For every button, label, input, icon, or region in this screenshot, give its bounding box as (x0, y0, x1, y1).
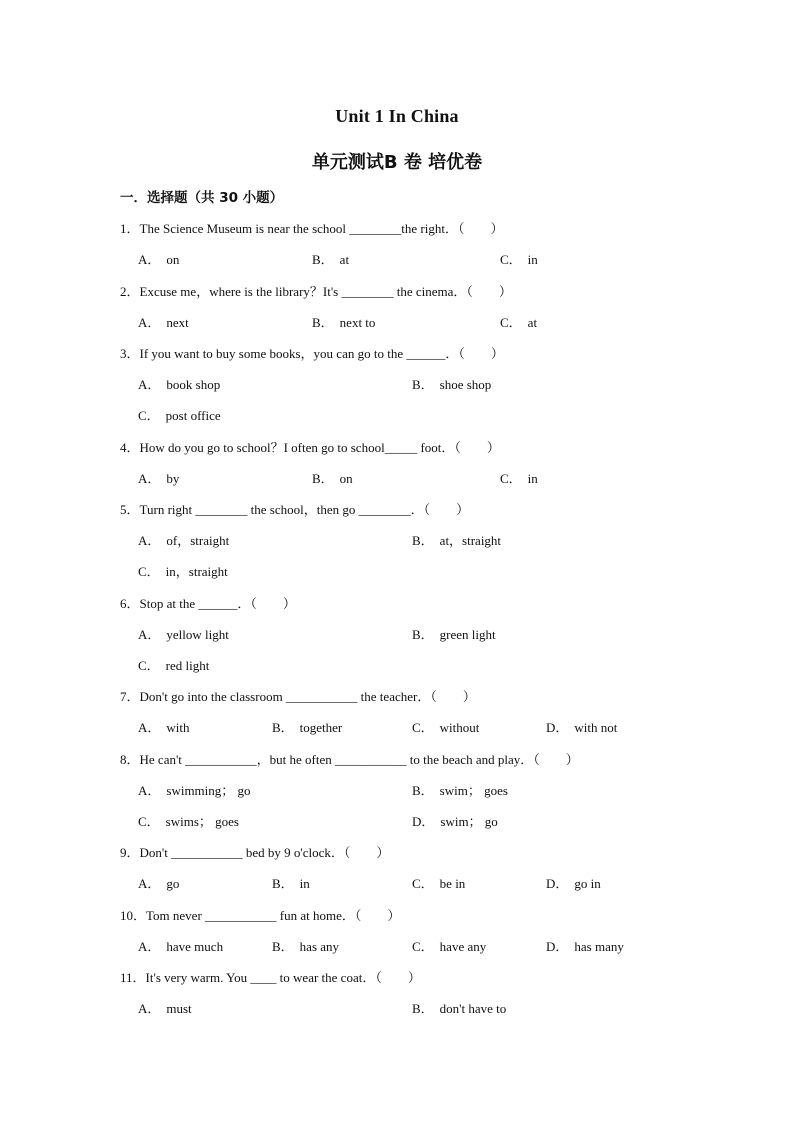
question-number: 1． (120, 221, 140, 236)
question-number: 3． (120, 346, 140, 361)
question-text: It's very warm. You ____ to wear the coat．（ ） (145, 970, 421, 985)
option-a[interactable] (138, 780, 251, 799)
option-letter: D． (546, 876, 569, 891)
question-text: Tom never ___________ fun at home．（ ） (146, 908, 401, 923)
option-c[interactable] (412, 717, 479, 736)
option-d[interactable] (412, 811, 498, 830)
option-text: with not (574, 720, 618, 735)
option-text: shoe shop (439, 377, 492, 392)
option-letter: B． (412, 377, 434, 392)
option-letter: C． (412, 720, 434, 735)
option-letter: A． (138, 471, 161, 486)
question-number: 7． (120, 689, 140, 704)
option-letter: C． (412, 939, 434, 954)
option-c[interactable] (500, 249, 538, 268)
option-c[interactable] (138, 655, 209, 674)
question-text: If you want to buy some books，you can go to the ______．（ ） (139, 346, 504, 361)
option-letter: C． (412, 876, 434, 891)
option-text: go in (574, 876, 601, 891)
question-4 (120, 437, 500, 456)
option-text: yellow light (166, 627, 229, 642)
question-1 (120, 218, 503, 237)
option-text: swim； go (440, 814, 498, 829)
option-text: red light (165, 658, 210, 673)
option-c[interactable] (500, 468, 538, 487)
option-letter: B． (412, 533, 434, 548)
option-letter: B． (312, 252, 334, 267)
option-text: swims； goes (165, 814, 239, 829)
option-letter: B． (412, 627, 434, 642)
option-text: in (527, 471, 538, 486)
option-text: with (166, 720, 190, 735)
option-letter: D． (412, 814, 435, 829)
question-number: 10． (120, 908, 147, 923)
question-number: 8． (120, 752, 140, 767)
option-text: swimming； go (166, 783, 251, 798)
option-b[interactable] (312, 468, 353, 487)
option-text: has any (299, 939, 340, 954)
option-text: go (166, 876, 180, 891)
option-b[interactable] (412, 624, 496, 643)
question-number: 6． (120, 596, 140, 611)
option-letter: C． (500, 471, 522, 486)
question-9 (120, 842, 389, 861)
option-text: of，straight (166, 533, 230, 548)
option-letter: A． (138, 783, 161, 798)
option-d[interactable] (546, 717, 617, 736)
question-text: He can't ___________，but he often ___________ to the beach and play．（ ） (139, 752, 579, 767)
question-text: Stop at the ______．（ ） (139, 596, 296, 611)
question-number: 9． (120, 845, 140, 860)
option-text: at，straight (439, 533, 502, 548)
question-2 (120, 281, 512, 300)
option-c[interactable] (412, 936, 486, 955)
option-letter: D． (546, 720, 569, 735)
question-6 (120, 593, 296, 612)
question-text: The Science Museum is near the school ________the right．（ ） (139, 221, 504, 236)
option-text: swim； goes (439, 783, 508, 798)
option-letter: A． (138, 533, 161, 548)
option-b[interactable] (272, 873, 310, 892)
option-letter: B． (312, 315, 334, 330)
page-subtitle: 单元测试B 卷 培优卷 (311, 152, 483, 173)
option-text: next (166, 315, 189, 330)
option-c[interactable] (138, 811, 239, 830)
option-c[interactable] (412, 873, 465, 892)
option-d[interactable] (546, 936, 624, 955)
option-text: green light (439, 627, 496, 642)
option-letter: A． (138, 939, 161, 954)
option-letter: B． (312, 471, 334, 486)
option-b[interactable] (412, 780, 508, 799)
option-letter: B． (412, 783, 434, 798)
option-text: in (527, 252, 538, 267)
question-10 (120, 905, 400, 924)
option-text: next to (339, 315, 376, 330)
page-title: Unit 1 In China (335, 106, 459, 126)
question-text: Turn right ________ the school，then go ________．（ ） (139, 502, 470, 517)
option-b[interactable] (412, 998, 506, 1017)
option-letter: D． (546, 939, 569, 954)
option-a[interactable] (138, 717, 190, 736)
option-a[interactable] (138, 312, 189, 331)
option-letter: C． (500, 315, 522, 330)
option-c[interactable] (500, 312, 537, 331)
question-text: Don't go into the classroom ___________ the teacher．（ ） (139, 689, 476, 704)
option-text: together (299, 720, 343, 735)
option-c[interactable] (138, 405, 221, 424)
option-text: by (166, 471, 180, 486)
option-letter: B． (272, 876, 294, 891)
option-a[interactable] (138, 873, 179, 892)
option-letter: B． (412, 1001, 434, 1016)
option-text: at (527, 315, 538, 330)
option-text: have any (439, 939, 487, 954)
option-text: on (166, 252, 180, 267)
question-7 (120, 686, 476, 705)
option-text: have much (166, 939, 224, 954)
option-letter: B． (272, 939, 294, 954)
question-8 (120, 749, 579, 768)
option-letter: B． (272, 720, 294, 735)
option-a[interactable] (138, 530, 229, 549)
option-b[interactable] (272, 936, 339, 955)
option-a[interactable] (138, 468, 179, 487)
option-b[interactable] (412, 374, 491, 393)
question-11 (120, 967, 421, 986)
option-text: in (299, 876, 310, 891)
question-text: Don't ___________ bed by 9 o'clock．（ ） (139, 845, 390, 860)
option-letter: A． (138, 1001, 161, 1016)
option-letter: C． (500, 252, 522, 267)
question-text: How do you go to school？I often go to school_____ foot．（ ） (139, 440, 500, 455)
option-text: on (339, 471, 353, 486)
option-b[interactable] (312, 312, 375, 331)
option-a[interactable] (138, 624, 229, 643)
option-text: has many (574, 939, 624, 954)
question-5 (120, 499, 469, 518)
section-heading: 一．选择题（共 30 小题） (120, 190, 284, 206)
option-a[interactable] (138, 998, 192, 1017)
question-number: 2． (120, 284, 140, 299)
question-number: 4． (120, 440, 140, 455)
option-c[interactable] (138, 561, 228, 580)
option-text: book shop (166, 377, 221, 392)
option-text: must (166, 1001, 192, 1016)
option-letter: A． (138, 627, 161, 642)
option-a[interactable] (138, 374, 220, 393)
option-letter: A． (138, 720, 161, 735)
question-text: Excuse me，where is the library？It's ________ the cinema．（ ） (139, 284, 512, 299)
option-letter: C． (138, 564, 160, 579)
question-number: 11． (120, 970, 146, 985)
option-letter: A． (138, 377, 161, 392)
option-letter: A． (138, 252, 161, 267)
option-a[interactable] (138, 936, 223, 955)
option-letter: C． (138, 658, 160, 673)
question-3 (120, 343, 504, 362)
option-text: post office (165, 408, 221, 423)
option-text: don't have to (439, 1001, 507, 1016)
option-letter: A． (138, 315, 161, 330)
option-text: in，straight (165, 564, 228, 579)
option-b[interactable] (272, 717, 342, 736)
option-letter: C． (138, 408, 160, 423)
option-letter: A． (138, 876, 161, 891)
option-text: be in (439, 876, 466, 891)
option-letter: C． (138, 814, 160, 829)
option-b[interactable] (312, 249, 349, 268)
option-a[interactable] (138, 249, 179, 268)
option-d[interactable] (546, 873, 601, 892)
option-text: without (439, 720, 480, 735)
option-text: at (339, 252, 350, 267)
option-b[interactable] (412, 530, 501, 549)
question-number: 5． (120, 502, 140, 517)
